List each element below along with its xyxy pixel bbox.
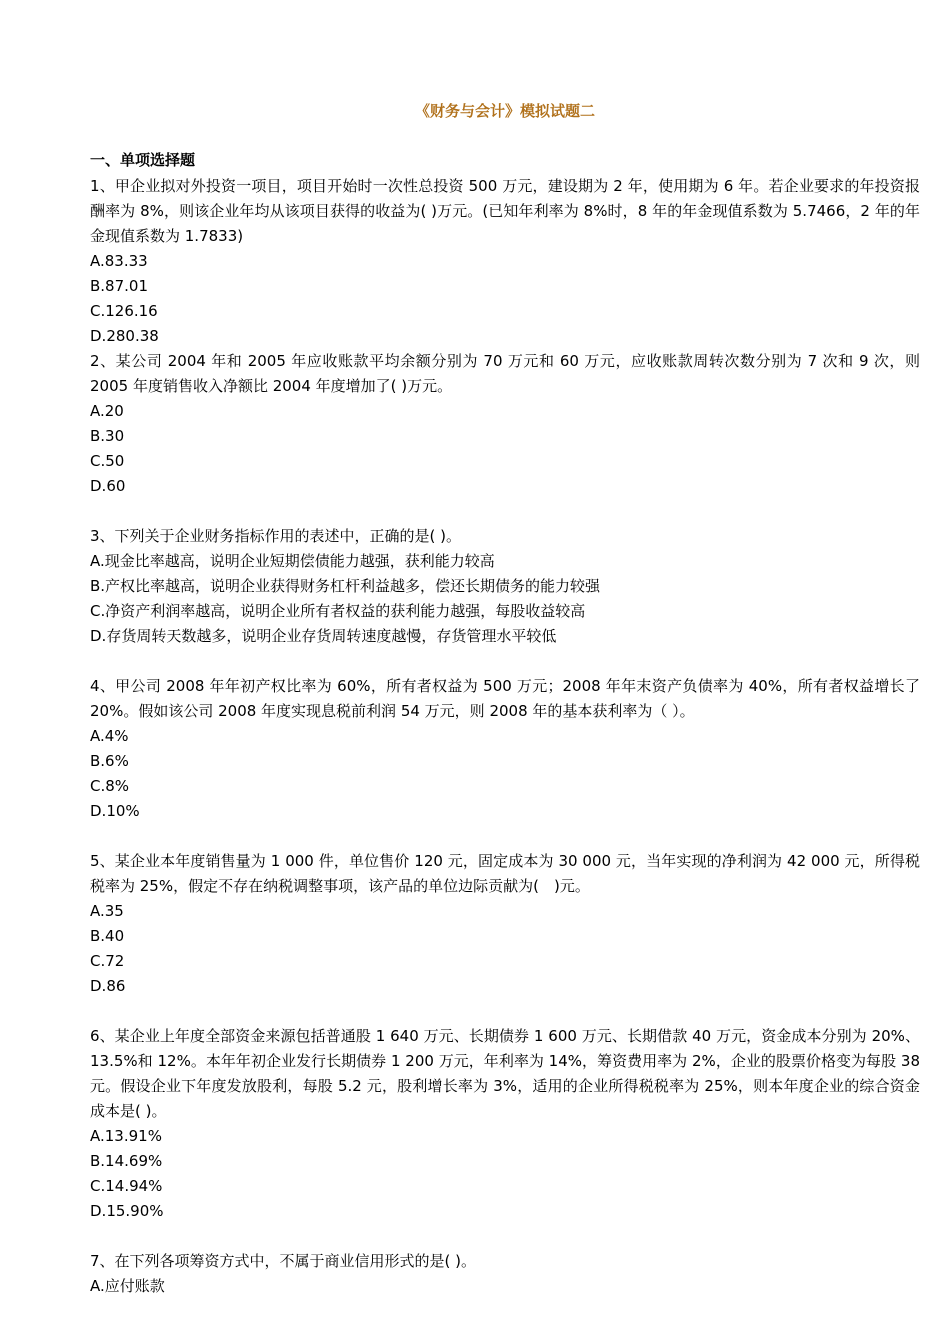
question-text: 6、某企业上年度全部资金来源包括普通股 1 640 万元、长期债券 1 600 万元、长期借款 40 万元，资金成本分别为 20%、13.5%和 12%。本年年初企业发行长期债券 1 200 万元，年利率为 14%，筹资费用率为 2%，企业的股票价格变为每股 38 元。假设企业下年度发放股利，每股 5.2 元，股利增长率为 3%，适用的企业所得税税率为 25%，则本年度企业的综合资金成本是( )。 <box>90 1027 920 1120</box>
question-5 <box>90 849 920 999</box>
option-a: A.现金比率越高，说明企业短期偿债能力越强，获利能力较高 <box>90 552 495 570</box>
option-b: B.87.01 <box>90 277 149 295</box>
spacer <box>90 499 920 524</box>
option-d: D.280.38 <box>90 327 159 345</box>
option-c: C.72 <box>90 952 125 970</box>
question-text: 7、在下列各项筹资方式中，不属于商业信用形式的是( )。 <box>90 1252 477 1270</box>
spacer <box>90 1224 920 1249</box>
option-a: A.20 <box>90 402 124 420</box>
option-c: C.126.16 <box>90 302 158 320</box>
option-d: D.86 <box>90 977 126 995</box>
spacer <box>90 999 920 1024</box>
question-text: 5、某企业本年度销售量为 1 000 件，单位售价 120 元，固定成本为 30 000 元，当年实现的净利润为 42 000 元，所得税税率为 25%，假定不存在纳税调整事项，该产品的单位边际贡献为( )元。 <box>90 852 920 895</box>
option-a: A.应付账款 <box>90 1277 165 1295</box>
option-b: B.30 <box>90 427 125 445</box>
question-4 <box>90 674 920 824</box>
option-c: C.8% <box>90 777 130 795</box>
option-c: C.50 <box>90 452 125 470</box>
question-list <box>90 174 920 1299</box>
question-3 <box>90 524 920 649</box>
option-b: B.6% <box>90 752 129 770</box>
option-d: D.10% <box>90 802 140 820</box>
question-text: 4、甲公司 2008 年年初产权比率为 60%，所有者权益为 500 万元；2008 年年末资产负债率为 40%，所有者权益增长了 20%。假如该公司 2008 年度实现息税前利润 54 万元，则 2008 年的基本获利率为（ ）。 <box>90 677 920 720</box>
option-b: B.14.69% <box>90 1152 163 1170</box>
option-d: D.15.90% <box>90 1202 164 1220</box>
question-7 <box>90 1249 920 1299</box>
question-6 <box>90 1024 920 1224</box>
option-c: C.净资产利润率越高，说明企业所有者权益的获利能力越强，每股收益较高 <box>90 602 586 620</box>
document-title: 《财务与会计》模拟试题二 <box>414 102 595 120</box>
spacer <box>90 824 920 849</box>
option-b: B.产权比率越高，说明企业获得财务杠杆利益越多，偿还长期债务的能力较强 <box>90 577 601 595</box>
spacer <box>90 649 920 674</box>
option-c: C.14.94% <box>90 1177 163 1195</box>
question-text: 2、某公司 2004 年和 2005 年应收账款平均余额分别为 70 万元和 60 万元，应收账款周转次数分别为 7 次和 9 次，则 2005 年度销售收入净额比 2004 年度增加了( )万元。 <box>90 352 920 395</box>
option-a: A.83.33 <box>90 252 148 270</box>
question-1 <box>90 174 920 349</box>
option-d: D.60 <box>90 477 126 495</box>
question-text: 3、下列关于企业财务指标作用的表述中，正确的是( )。 <box>90 527 462 545</box>
option-a: A.35 <box>90 902 124 920</box>
section-heading: 一、单项选择题 <box>90 151 196 169</box>
option-a: A.4% <box>90 727 129 745</box>
option-b: B.40 <box>90 927 125 945</box>
question-text: 1、甲企业拟对外投资一项目，项目开始时一次性总投资 500 万元，建设期为 2 年，使用期为 6 年。若企业要求的年投资报酬率为 8%，则该企业年均从该项目获得的收益为( )万元。(已知年利率为 8%时，8 年的年金现值系数为 5.7466，2 年的年金现值系数为 1.7833) <box>90 177 920 245</box>
question-2 <box>90 349 920 499</box>
option-d: D.存货周转天数越多，说明企业存货周转速度越慢，存货管理水平较低 <box>90 627 557 645</box>
option-a: A.13.91% <box>90 1127 162 1145</box>
